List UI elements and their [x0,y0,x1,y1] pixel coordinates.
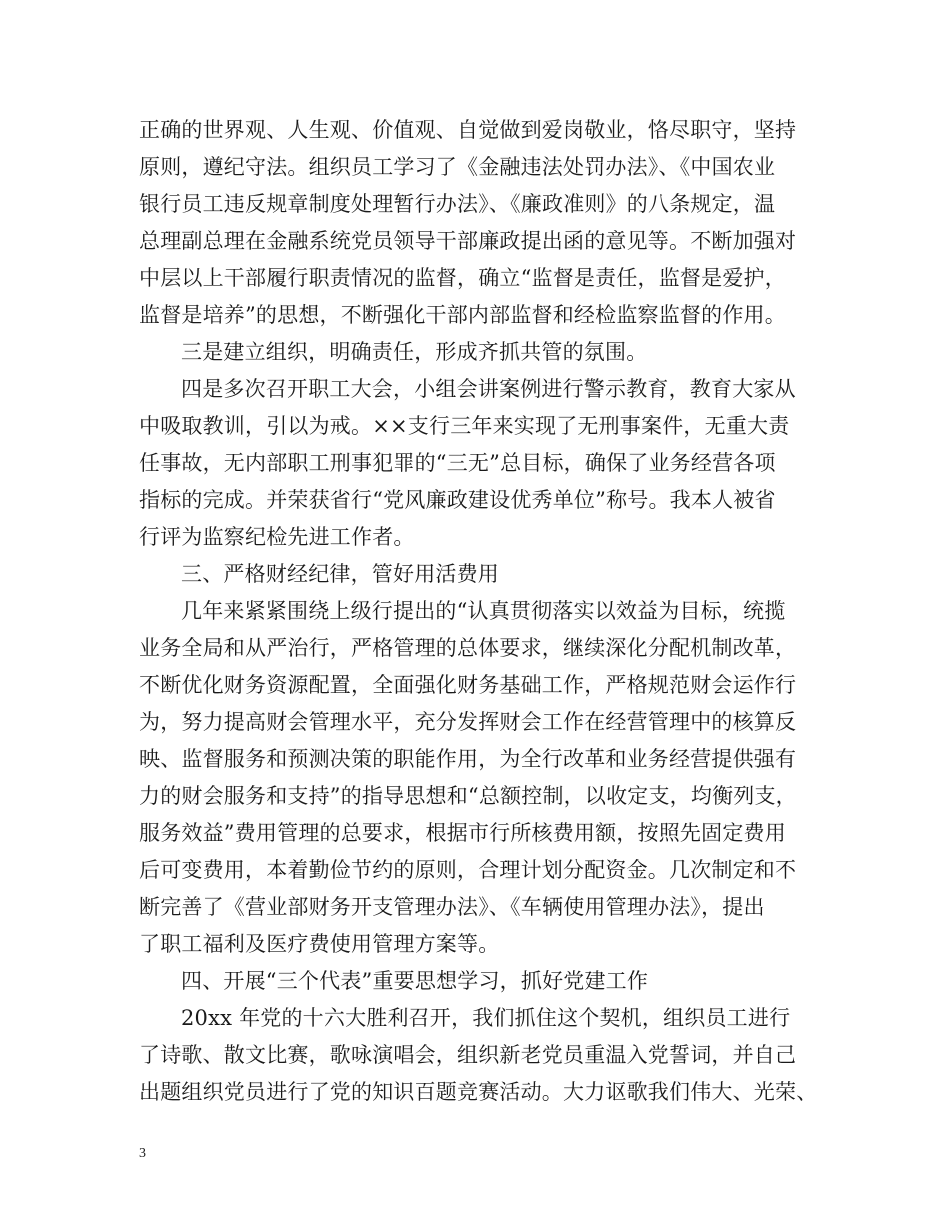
text-line: 不断优化财务资源配置，全面强化财务基础工作，严格规范财会运作行 [139,673,797,697]
text-line: 行评为监察纪检先进工作者。 [139,525,415,549]
text-line: 几年来紧紧围绕上级行提出的“认真贯彻落实以效益为目标，统揽 [181,599,786,623]
text-line: 中层以上干部履行职责情况的监督，确立“监督是责任，监督是爱护， [139,266,786,290]
text-line: 力的财会服务和支持”的指导思想和“总额控制，以收定支，均衡列支， [139,784,797,808]
text-line: 中吸取教训，引以为戒。××支行三年来实现了无刑事案件，无重大责 [139,414,790,438]
text-line: 三、严格财经纪律，管好用活费用 [181,562,499,586]
text-line: 后可变费用，本着勤俭节约的原则，合理计划分配资金。几次制定和不 [139,858,797,882]
text-line: 了职工福利及医疗费使用管理方案等。 [139,932,500,956]
document-body [139,112,819,1111]
text-line: 映、监督服务和预测决策的职能作用，为全行改革和业务经营提供强有 [139,747,797,771]
text-line: 断完善了《营业部财务开支管理办法》、《车辆使用管理办法》，提出 [139,895,765,919]
text-line: 20xx 年党的十六大胜利召开，我们抓住这个契机，组织员工进行 [181,1006,791,1030]
text-line: 监督是培养”的思想，不断强化干部内部监督和经检监察监督的作用。 [139,303,786,327]
text-line: 服务效益”费用管理的总要求，根据市行所核费用额，按照先固定费用 [139,821,786,845]
text-line: 出题组织党员进行了党的知识百题竞赛活动。大力讴歌我们伟大、光荣、 [139,1080,818,1104]
text-line: 四是多次召开职工大会，小组会讲案例进行警示教育，教育大家从 [181,377,796,401]
text-line: 总理副总理在金融系统党员领导干部廉政提出函的意见等。不断加强对 [139,229,797,253]
text-line: 为，努力提高财会管理水平，充分发挥财会工作在经营管理中的核算反 [139,710,797,734]
page-number: 3 [139,1146,146,1161]
text-line: 任事故，无内部职工刑事犯罪的“三无”总目标，确保了业务经营各项 [139,451,776,475]
text-line: 了诗歌、散文比赛，歌咏演唱会，组织新老党员重温入党誓词，并自己 [139,1043,797,1067]
text-line: 指标的完成。并荣获省行“党风廉政建设优秀单位”称号。我本人被省 [139,488,776,512]
text-line: 银行员工违反规章制度处理暂行办法》、《廉政准则》的八条规定，温 [139,192,776,216]
text-line: 三是建立组织，明确责任，形成齐抓共管的氛围。 [181,340,648,364]
text-line: 原则，遵纪守法。组织员工学习了《金融违法处罚办法》、《中国农业 [139,155,776,179]
text-line: 四、开展“三个代表”重要思想学习，抓好党建工作 [181,969,649,993]
text-line: 业务全局和从严治行，严格管理的总体要求，继续深化分配机制改革， [139,636,797,660]
text-line: 正确的世界观、人生观、价值观、自觉做到爱岗敬业，恪尽职守，坚持 [139,118,797,142]
